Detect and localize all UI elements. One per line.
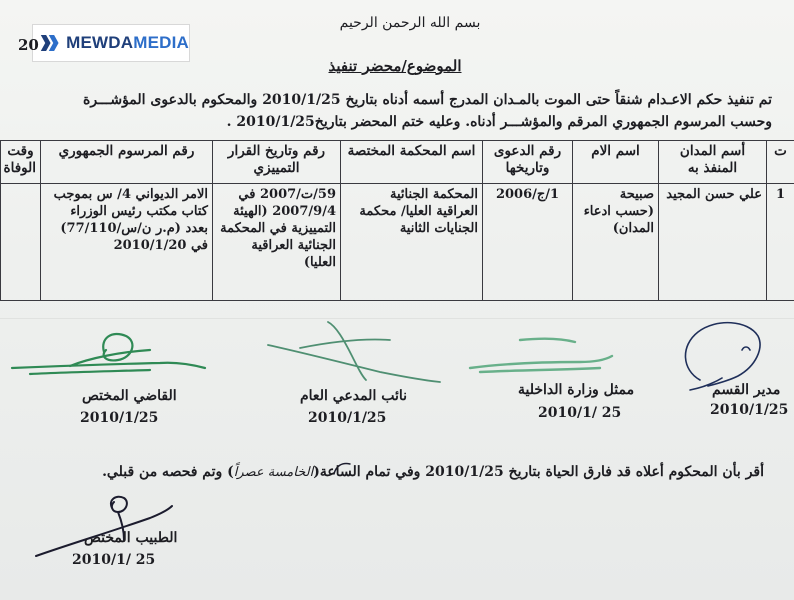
director-title: مدير القسم <box>712 382 781 398</box>
certification-line <box>102 464 764 480</box>
cell-name: علي حسن المجيد <box>659 184 767 301</box>
interior-date: 2010/1/ 25 <box>538 405 622 421</box>
number-fragment: 20 <box>18 36 39 54</box>
header-name: أسم المدان المنفذ به <box>659 141 767 184</box>
judge-title: القاضي المختص <box>82 388 177 404</box>
cell-case: 1/ج/2006 <box>483 184 573 301</box>
director-signature <box>685 323 760 390</box>
certification-text: أقر بأن المحكوم أعلاه قد فارق الحياة بتاريخ 2010/1/25 وفي تمام الساعة( <box>313 464 764 480</box>
interior-stamp-signature <box>470 339 612 372</box>
header-case: رقم الدعوى وتاريخها <box>483 141 573 184</box>
cell-court: المحكمة الجنائية العراقية العليا/ محكمة الجنايات الثانية <box>341 184 483 301</box>
prosecutor-date: 2010/1/25 <box>308 410 387 426</box>
judge-signature <box>12 334 205 374</box>
cell-num: 1 <box>767 184 794 301</box>
basmala: بسم الله الرحمن الرحيم <box>339 15 481 31</box>
doctor-date: 2010/1/ 25 <box>72 552 156 568</box>
header-decision: رقم وتاريخ القرار التمييزي <box>213 141 341 184</box>
document-subject: الموضوع/محضر تنفيذ <box>328 57 462 75</box>
watermark-brand-2: MEDIA <box>133 33 189 52</box>
cell-decree: الامر الديواني 4/ س بموجب كتاب مكتب رئيس الوزراء بعدد (م.ر ن/س/77/110) في 2010/1/20 <box>41 184 213 301</box>
prosecutor-signature <box>268 322 440 382</box>
header-decree: رقم المرسوم الجمهوري <box>41 141 213 184</box>
body-line-2: وحسب المرسوم الجمهوري المرقم والمؤشـــر أدناه. وعليه ختم المحضر بتاريخ2010/1/25 . <box>226 114 772 130</box>
interior-title: ممثل وزارة الداخلية <box>518 382 635 398</box>
header-num: ت <box>767 141 794 184</box>
judge-date: 2010/1/25 <box>80 410 159 426</box>
header-court: اسم المحكمة المختصة <box>341 141 483 184</box>
director-date: 2010/1/25 <box>710 402 789 418</box>
certification-end: ) وتم فحصه من قبلي. <box>102 464 234 480</box>
handwritten-time-text: الخامسة عصراً <box>233 465 314 480</box>
watermark-brand-1: MEWDA <box>66 33 134 52</box>
doctor-signature <box>36 497 172 556</box>
cell-decision: 59/ت/2007 في 2007/9/4 (الهيئة التمييزية في المحكمة الجنائية العراقية العليا) <box>213 184 341 301</box>
header-mother: اسم الام <box>573 141 659 184</box>
body-line-1: تم تنفيذ حكم الاعـدام شنقاً حتى الموت بالمـدان المدرج أسمه أدناه بتاريخ 2010/1/25 والمحكوم بالدعوى المؤشـــرة <box>82 92 772 108</box>
cell-mother: صبيحة (حسب ادعاء المدان) <box>573 184 659 301</box>
header-death-time: وقت الوفاة <box>1 141 41 184</box>
doctor-title: الطبيب المختص <box>84 530 178 546</box>
prosecutor-title: نائب المدعي العام <box>300 388 408 404</box>
